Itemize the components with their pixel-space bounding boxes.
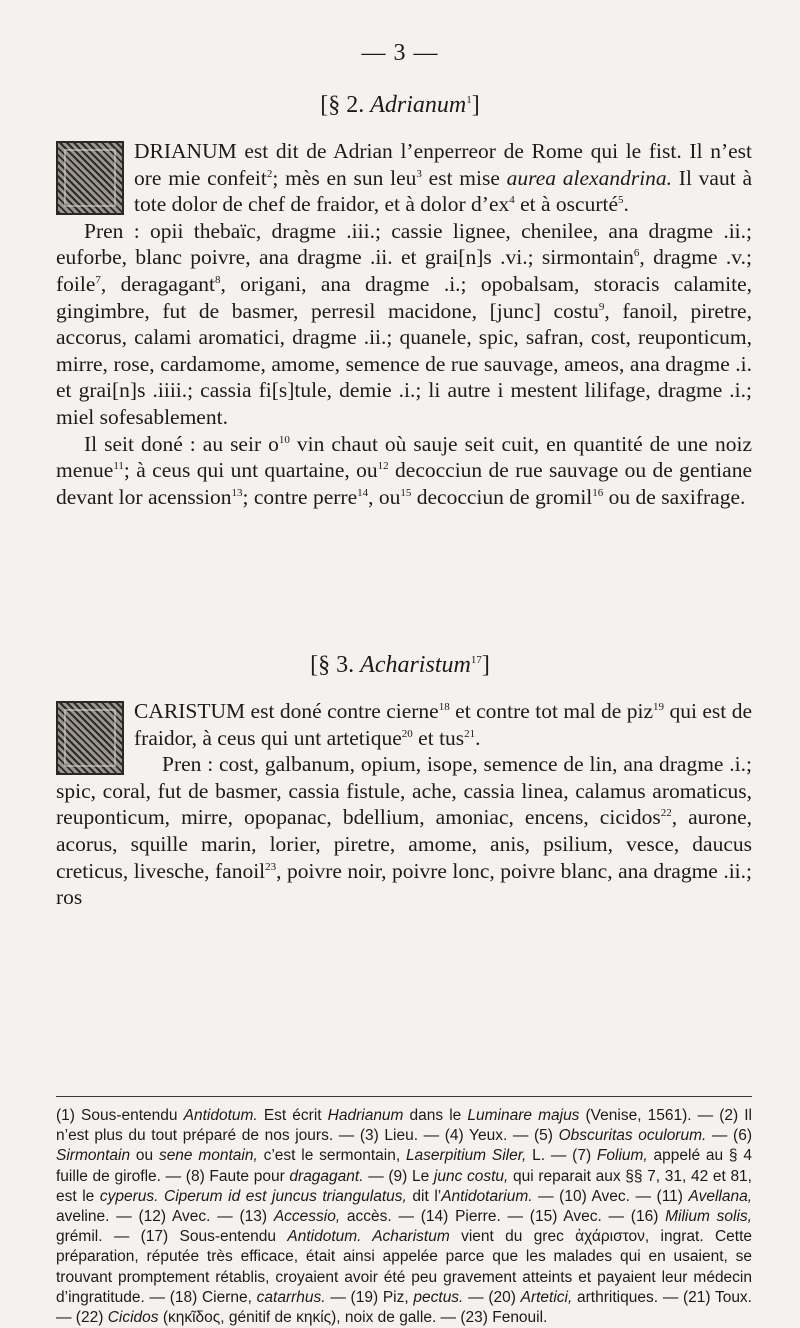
- text-run: est mise: [421, 165, 507, 190]
- text-run: — (9) Le: [363, 1167, 434, 1185]
- text-run: ou de saxifrage.: [603, 484, 746, 509]
- footnote-ref: 18: [438, 700, 450, 713]
- text-run: vient du grec: [449, 1228, 576, 1246]
- text-run: Obscuritas oculorum.: [558, 1127, 707, 1145]
- text-run: [§ 3.: [310, 652, 361, 678]
- text-run: cyperus. Ciperum id est juncus triangulatus,: [99, 1187, 407, 1205]
- text-run: Avellana,: [688, 1187, 753, 1205]
- text-run: , origani, ana dragme .i.; opobalsam, storacis calamite, gingimbre, fut de basmer, perresil macidone, [junc] costu: [56, 271, 752, 323]
- text-run: junc costu,: [433, 1167, 509, 1185]
- text-run: dit l’: [406, 1187, 442, 1205]
- footnote-ref: 4: [509, 194, 515, 207]
- text-run: Artetici,: [520, 1288, 573, 1306]
- footnote-ref: 5: [618, 194, 624, 207]
- footnote-ref: 7: [95, 273, 101, 286]
- text-run: Antidotarium.: [441, 1187, 533, 1205]
- footnote-ref: 6: [633, 247, 640, 260]
- text-run: dans le: [403, 1107, 468, 1124]
- text-run: Sirmontain: [56, 1147, 131, 1165]
- section-title: Acharistum: [360, 652, 471, 678]
- text-run: ; à ceus qui unt quartaine, ou: [123, 458, 378, 483]
- footnote-ref: 14: [357, 486, 369, 499]
- paragraph: [56, 751, 752, 911]
- footnote-ref: 13: [231, 486, 243, 499]
- text-run: Milium solis,: [665, 1208, 752, 1226]
- text-run: Est écrit: [257, 1107, 328, 1124]
- text-run: CARISTUM est doné contre cierne: [134, 699, 439, 723]
- text-run: — (10) Avec. — (11): [532, 1187, 689, 1205]
- text-run: ; mès en sun leu: [272, 165, 417, 190]
- text-run: , poivre noir, poivre lonc, poivre blanc, ana dragme .ii.; ros: [56, 858, 752, 910]
- text-run: (1) Sous-entendu: [56, 1107, 184, 1124]
- footnote-divider: [56, 1096, 752, 1097]
- text-run: ἀχάριστον,: [575, 1228, 650, 1246]
- footnote-ref: 2: [266, 167, 273, 180]
- text-run: arthritiques. — (21) Toux. — (22): [56, 1288, 752, 1327]
- text-run: dragagant.: [289, 1167, 364, 1185]
- text-run: Hadrianum: [327, 1107, 404, 1124]
- text-run: Pren : cost, galbanum, opium, isope, semence de lin, ana dragme .i.; spic, coral, fut de basmer, cassia fistule, ache, cassia linea, calamus aromaticus, reuponticum, mirre, opopanac, bdellium, amoniac, encens, cicidos: [56, 752, 752, 830]
- text-run: ou: [130, 1147, 159, 1165]
- text-run: , aurone, acorus, squille marin, lorier, piretre, amome, anis, psilium, vesce, daucus creticus, livesche, fanoil: [56, 805, 752, 883]
- ornamental-initial-a-icon: [56, 141, 124, 215]
- text-run: ]: [481, 652, 490, 678]
- footnote-ref: 21: [464, 727, 476, 740]
- footnote-ref: 8: [214, 273, 221, 286]
- footnote-ref: 9: [598, 300, 605, 313]
- text-run: qui reparait aux §§ 7, 31, 42 et 81, est le: [56, 1167, 752, 1205]
- footnote-ref: 19: [653, 700, 665, 713]
- text-run: DRIANUM est dit de Adrian l’enperreor de Rome qui le fist. Il n’est ore mie confeit: [134, 139, 752, 190]
- footnote-ref: 12: [377, 459, 389, 472]
- paragraph: [56, 698, 752, 751]
- section-heading-acharistum: [0, 652, 800, 679]
- text-run: [§ 2.: [320, 92, 371, 118]
- text-run: Accessio,: [273, 1208, 341, 1226]
- text-run: — (19) Piz,: [325, 1288, 414, 1306]
- text-run: Folium,: [596, 1147, 648, 1165]
- text-run: Il vaut à tote dolor de chef de fraidor, et à dolor d’ex: [134, 165, 752, 217]
- section-title: Adrianum: [370, 92, 467, 118]
- footnote-ref: 20: [401, 727, 413, 740]
- text-run: Pren : opii thebaïc, dragme .iii.; cassie lignee, chenilee, ana dragme .ii.; euforbe, blanc poivre, ana dragme .ii. et grai[n]s .vi.; sirmontain: [56, 218, 752, 270]
- footnote-ref: 3: [416, 167, 422, 180]
- footnote-ref: 23: [265, 860, 277, 873]
- text-run: c’est le sermontain,: [257, 1147, 406, 1165]
- text-run: Antidotum.: [183, 1107, 258, 1124]
- text-run: pectus.: [413, 1288, 464, 1306]
- text-run: ]: [471, 92, 480, 118]
- footnote-ref: 11: [113, 459, 124, 472]
- footnote-ref: 16: [592, 486, 604, 499]
- text-run: Il seit doné : au seir o: [84, 431, 279, 456]
- text-run: — (6): [706, 1127, 752, 1145]
- footnote-ref: 10: [278, 433, 290, 446]
- text-run: , deragagant: [100, 271, 215, 296]
- text-run: vin chaut où sauje seit cuit, en quantité de une noiz menue: [56, 431, 752, 483]
- text-run: (Venise, 1561). — (2) Il n’est plus du tout préparé de nos jours. — (3) Lieu. — (4) Yeux. — (5): [56, 1107, 752, 1145]
- text-run: , dragme .v.; foile: [56, 245, 753, 296]
- text-run: ; contre perre: [242, 484, 358, 509]
- text-run: et tus: [412, 725, 465, 750]
- paragraph: [56, 138, 752, 218]
- text-run: qui est de fraidor, à ceus qui unt artetique: [134, 699, 752, 750]
- section-body-acharistum: [56, 698, 752, 911]
- footnote-ref: 22: [660, 807, 672, 820]
- paragraph: [56, 431, 752, 511]
- footnotes: [56, 1106, 752, 1328]
- text-run: appelé au § 4 fuille de girofle. — (8) Faute pour: [56, 1147, 752, 1185]
- text-run: Cicidos: [107, 1309, 159, 1327]
- text-run: Laserpitium Siler,: [405, 1147, 527, 1165]
- text-run: , ou: [368, 484, 401, 509]
- footnote-ref: 17: [470, 654, 482, 666]
- ornamental-initial-a-icon: [56, 701, 124, 775]
- text-run: ingrat. Cette préparation, réputée très efficace, était ainsi appelée parce que les malades qui en usaient, se trouvant promptement rétablis, croyaient avoir été peu gravement atteints et payaient leur médecin d’ingratitude. — (18) Cierne,: [56, 1228, 752, 1306]
- text-run: (κηκῖδος, génitif de κηκίς), noix de galle. — (23) Fenouil.: [158, 1309, 548, 1327]
- text-run: , fanoil, piretre, accorus, calami aromatici, dragme .ii.; quanele, spic, safran, cost, reuponticum, mirre, rose, cardamome, amome, semence de rue sauvage, ameos, ana dragme .i. et grai[n]s .iiii.; cassia fi[s]tule, demie .i.; li autre i mestent lilifage, dragme .i.; miel sofesablement.: [56, 298, 752, 429]
- text-run: Antidotum. Acharistum: [287, 1228, 450, 1246]
- footnote-ref: 15: [400, 486, 412, 499]
- text-run: grémil. — (17) Sous-entendu: [56, 1228, 288, 1246]
- text-run: L. — (7): [526, 1147, 597, 1165]
- text-run: et à oscurté: [514, 192, 619, 217]
- text-run: decocciun de rue sauvage ou de gentiane devant lor acenssion: [56, 458, 752, 509]
- page-number: — 3 —: [361, 40, 439, 66]
- text-run: accès. — (14) Pierre. — (15) Avec. — (16): [340, 1208, 666, 1226]
- text-run: decocciun de gromil: [411, 484, 593, 509]
- footnote-ref: 1: [466, 94, 472, 106]
- text-run: aveline. — (12) Avec. — (13): [56, 1208, 274, 1226]
- text-run: — (20): [463, 1288, 521, 1306]
- paragraph: [56, 218, 752, 431]
- section-body-adrianum: [56, 138, 752, 510]
- text-run: .: [623, 192, 629, 217]
- text-run: sene montain,: [158, 1147, 258, 1165]
- text-run: catarrhus.: [256, 1288, 326, 1306]
- text-run: Luminare majus: [467, 1107, 580, 1124]
- section-heading-adrianum: [0, 92, 800, 119]
- text-run: aurea alexandrina.: [506, 165, 673, 190]
- text-run: et contre tot mal de piz: [449, 699, 654, 723]
- text-run: .: [475, 725, 481, 750]
